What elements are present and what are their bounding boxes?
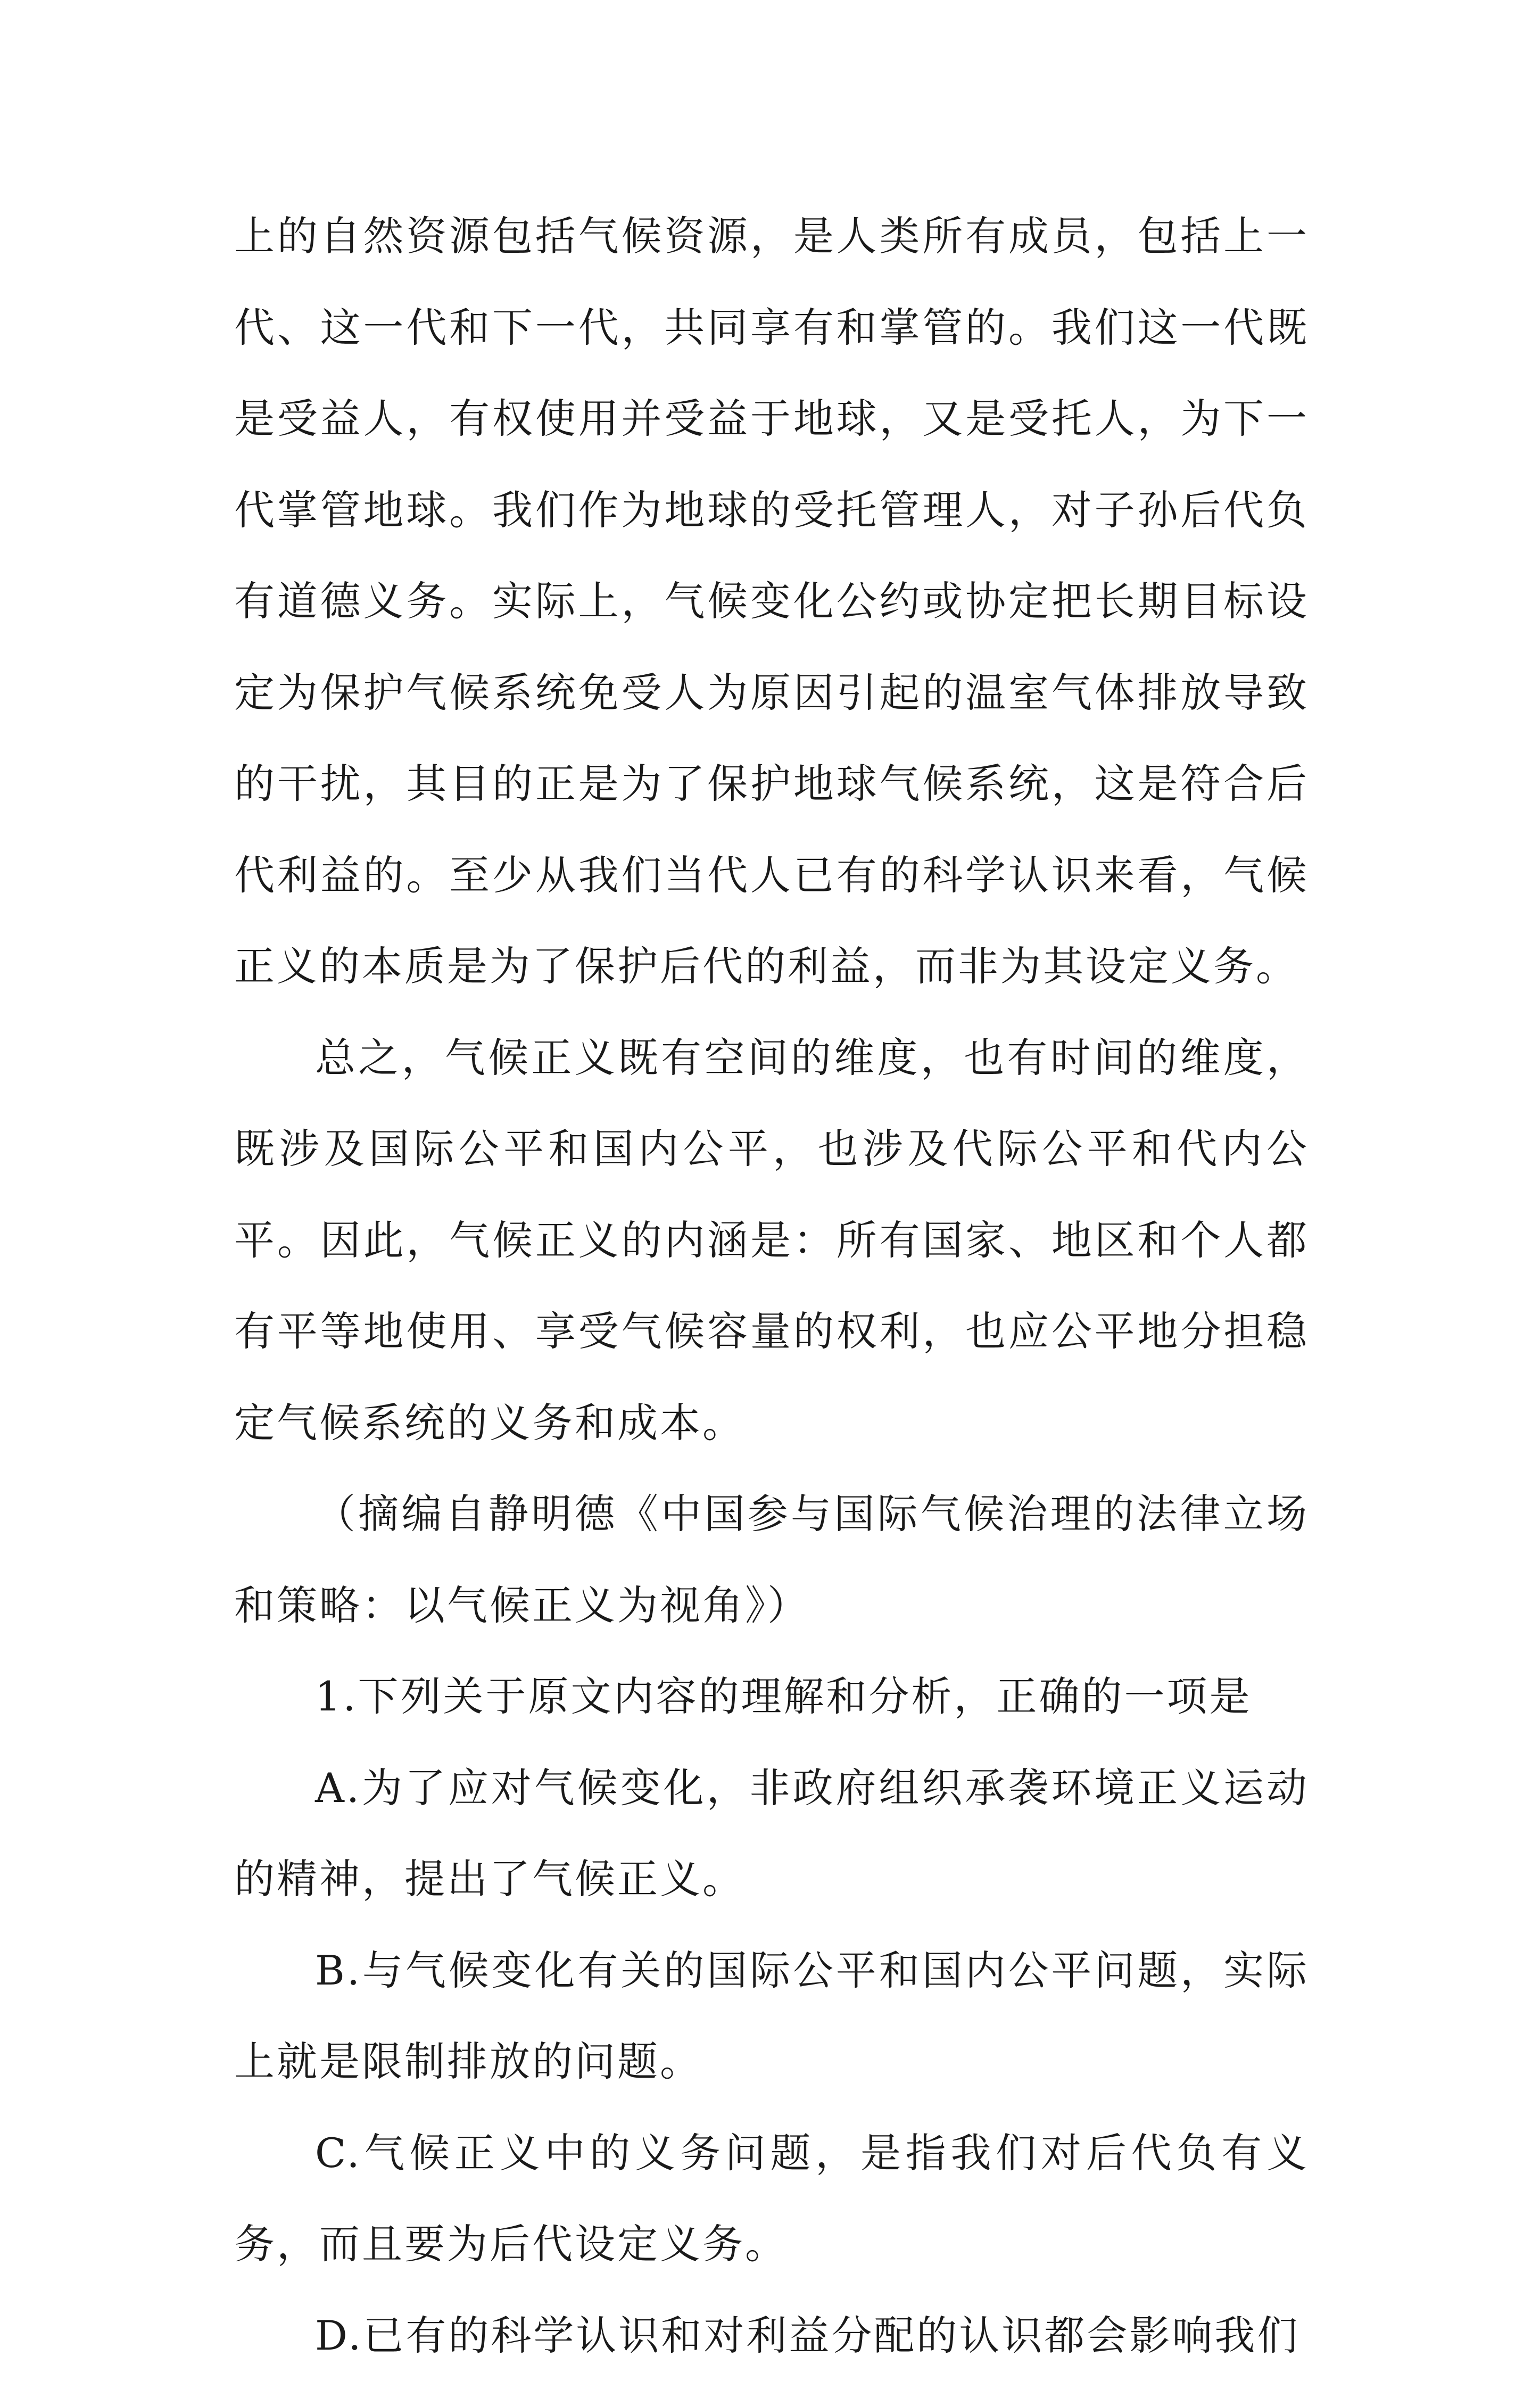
source-citation: （摘编自静明德《中国参与国际气候治理的法律立场和策略：以气候正义为视角》） — [234, 1468, 1309, 1651]
option-a: A.为了应对气候变化，非政府组织承袭环境正义运动的精神，提出了气候正义。 — [234, 1742, 1309, 1925]
question-1: 1.下列关于原文内容的理解和分析，正确的一项是 — [234, 1651, 1309, 1742]
paragraph-summary: 总之，气候正义既有空间的维度，也有时间的维度，既涉及国际公平和国内公平，也涉及代际公平和代内公平。因此，气候正义的内涵是：所有国家、地区和个人都有平等地使用、享受气候容量的权利，也应公平地分担稳定气候系统的义务和成本。 — [234, 1012, 1309, 1469]
option-d: D.已有的科学认识和对利益分配的认识都会影响我们 — [234, 2290, 1309, 2381]
paragraph-continuation: 上的自然资源包括气候资源，是人类所有成员，包括上一代、这一代和下一代，共同享有和掌管的。我们这一代既是受益人，有权使用并受益于地球，又是受托人，为下一代掌管地球。我们作为地球的受托管理人，对子孙后代负有道德义务。实际上，气候变化公约或协定把长期目标设定为保护气候系统免受人为原因引起的温室气体排放导致的干扰，其目的正是为了保护地球气候系统，这是符合后代利益的。至少从我们当代人已有的科学认识来看，气候正义的本质是为了保护后代的利益，而非为其设定义务。 — [234, 191, 1309, 1012]
document-body — [234, 191, 1309, 2381]
option-c: C.气候正义中的义务问题，是指我们对后代负有义务，而且要为后代设定义务。 — [234, 2107, 1309, 2290]
option-b: B.与气候变化有关的国际公平和国内公平问题，实际上就是限制排放的问题。 — [234, 1925, 1309, 2107]
